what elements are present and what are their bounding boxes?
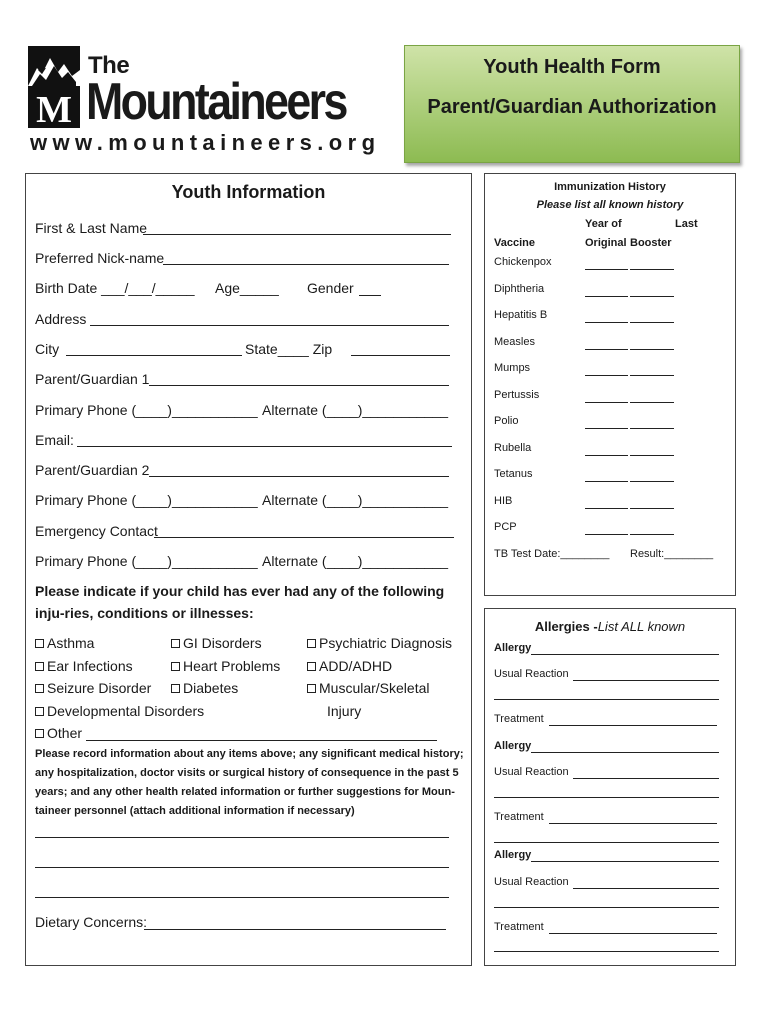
vaccine-last-booster-field[interactable] xyxy=(630,508,674,509)
svg-text:M: M xyxy=(36,89,72,128)
gender-label: Gender xyxy=(307,280,354,296)
booster-header: Booster xyxy=(630,237,672,249)
vaccine-last-booster-field[interactable] xyxy=(630,455,674,456)
last-header: Last xyxy=(675,218,698,230)
allergy-2-field[interactable] xyxy=(531,752,719,753)
vaccine-name: Chickenpox xyxy=(494,256,552,268)
medical-history-line-1[interactable] xyxy=(35,837,449,838)
developmental-disorders-checkbox[interactable]: Developmental Disorders xyxy=(35,703,204,719)
vaccine-year-original-field[interactable] xyxy=(585,508,628,509)
vaccine-last-booster-field[interactable] xyxy=(630,375,674,376)
email-field[interactable] xyxy=(77,446,452,447)
tb-test-date-field[interactable]: TB Test Date:________ xyxy=(494,548,610,560)
emergency-contact-field[interactable] xyxy=(154,537,454,538)
address-label: Address xyxy=(35,311,87,327)
vaccine-header: Vaccine xyxy=(494,237,535,249)
primary-phone-3-field[interactable]: Primary Phone (____)___________ xyxy=(35,553,258,569)
vaccine-last-booster-field[interactable] xyxy=(630,349,674,350)
emergency-contact-label: Emergency Contact xyxy=(35,523,158,539)
gi-disorders-checkbox[interactable]: GI Disorders xyxy=(171,635,262,651)
allergy-3-field[interactable] xyxy=(531,861,719,862)
checkbox-icon xyxy=(35,729,44,738)
medical-history-instructions: Please record information about any items above; any significant medical history; any hospitalization, doctor visits or surgical history of consequence in the past 5 years; and any other health related information or further suggestions for Moun-taineer personnel (attach additional information if necessary) xyxy=(35,748,464,817)
year-of-header: Year of xyxy=(585,218,622,230)
treatment-3-label: Treatment xyxy=(494,921,544,933)
treatment-3-line-2[interactable] xyxy=(494,951,719,952)
vaccine-year-original-field[interactable] xyxy=(585,349,628,350)
form-title: Youth Health Form xyxy=(483,56,661,78)
vaccine-last-booster-field[interactable] xyxy=(630,269,674,270)
vaccine-year-original-field[interactable] xyxy=(585,455,628,456)
first-last-name-label: First & Last Name xyxy=(35,220,148,236)
medical-history-line-3[interactable] xyxy=(35,897,449,898)
tb-test-result-field[interactable]: Result:________ xyxy=(630,548,714,560)
alternate-phone-3-field[interactable]: Alternate (____)___________ xyxy=(262,553,449,569)
treatment-2-label: Treatment xyxy=(494,811,544,823)
guardian-1-label: Parent/Guardian 1 xyxy=(35,371,150,387)
seizure-disorder-checkbox[interactable]: Seizure Disorder xyxy=(35,680,151,696)
vaccine-name: Measles xyxy=(494,336,535,348)
allergies-panel xyxy=(484,608,736,966)
allergy-3-label: Allergy xyxy=(494,849,532,861)
immunization-subtitle: Please list all known history xyxy=(536,199,684,211)
alternate-phone-2-field[interactable]: Alternate (____)___________ xyxy=(262,492,449,508)
add-adhd-checkbox[interactable]: ADD/ADHD xyxy=(307,658,392,674)
guardian-2-field[interactable] xyxy=(149,476,449,477)
other-checkbox[interactable]: Other xyxy=(35,725,82,741)
asthma-checkbox[interactable]: Asthma xyxy=(35,635,94,651)
vaccine-year-original-field[interactable] xyxy=(585,428,628,429)
vaccine-name: Polio xyxy=(494,415,519,427)
city-label: City xyxy=(35,341,60,357)
checkbox-icon xyxy=(35,684,44,693)
vaccine-name: Rubella xyxy=(494,442,532,454)
muscular-skeletal-checkbox[interactable]: Muscular/Skeletal xyxy=(307,680,430,696)
vaccine-name: Hepatitis B xyxy=(494,309,548,321)
vaccine-year-original-field[interactable] xyxy=(585,322,628,323)
treatment-1-field[interactable] xyxy=(549,725,717,726)
usual-reaction-2-label: Usual Reaction xyxy=(494,766,569,778)
psychiatric-diagnosis-checkbox[interactable]: Psychiatric Diagnosis xyxy=(307,635,452,651)
vaccine-last-booster-field[interactable] xyxy=(630,322,674,323)
vaccine-name: Mumps xyxy=(494,362,531,374)
guardian-2-label: Parent/Guardian 2 xyxy=(35,462,150,478)
checkbox-icon xyxy=(307,684,316,693)
usual-reaction-1-label: Usual Reaction xyxy=(494,668,569,680)
vaccine-year-original-field[interactable] xyxy=(585,296,628,297)
dietary-concerns-field[interactable] xyxy=(144,929,446,930)
vaccine-name: Tetanus xyxy=(494,468,533,480)
email-label: Email: xyxy=(35,432,74,448)
mountain-logo-icon xyxy=(28,46,80,128)
vaccine-year-original-field[interactable] xyxy=(585,375,628,376)
gender-field[interactable] xyxy=(359,295,381,296)
usual-reaction-2-line-2[interactable] xyxy=(494,797,719,798)
treatment-1-label: Treatment xyxy=(494,713,544,725)
youth-information-panel xyxy=(25,173,472,966)
address-field[interactable] xyxy=(90,325,449,326)
vaccine-name: HIB xyxy=(494,495,513,507)
treatment-3-field[interactable] xyxy=(549,933,717,934)
logo-url-text: www.mountaineers.org xyxy=(30,130,381,155)
alternate-phone-1-field[interactable]: Alternate (____)___________ xyxy=(262,402,449,418)
vaccine-year-original-field[interactable] xyxy=(585,534,628,535)
usual-reaction-1-line-2[interactable] xyxy=(494,699,719,700)
vaccine-name: Diphtheria xyxy=(494,283,545,295)
allergies-heading: Allergies -List ALL known xyxy=(534,619,686,634)
city-field[interactable] xyxy=(66,355,242,356)
checkbox-icon xyxy=(171,662,180,671)
diabetes-checkbox[interactable]: Diabetes xyxy=(171,680,238,696)
vaccine-last-booster-field[interactable] xyxy=(630,534,674,535)
usual-reaction-3-label: Usual Reaction xyxy=(494,876,569,888)
allergy-2-label: Allergy xyxy=(494,740,532,752)
age-field[interactable]: Age_____ xyxy=(215,280,279,296)
vaccine-year-original-field[interactable] xyxy=(585,481,628,482)
conditions-heading: Please indicate if your child has ever had any of the following inju-ries, conditions or illnesses: xyxy=(35,583,445,621)
birth-date-field[interactable]: Birth Date ___/___/_____ xyxy=(35,280,195,296)
treatment-2-line-2[interactable] xyxy=(494,842,719,843)
other-field[interactable] xyxy=(86,740,437,741)
immunization-title: Immunization History xyxy=(554,181,666,193)
vaccine-year-original-field[interactable] xyxy=(585,402,628,403)
youth-information-heading: Youth Information xyxy=(171,182,326,202)
checkbox-icon xyxy=(35,639,44,648)
allergy-1-label: Allergy xyxy=(494,642,532,654)
immunization-history-panel xyxy=(484,173,736,596)
state-zip-label[interactable]: State____ Zip xyxy=(245,341,333,357)
logo-name-text: Mountaineers xyxy=(86,73,346,131)
form-title-box xyxy=(404,45,740,163)
first-last-name-field[interactable] xyxy=(143,234,451,235)
usual-reaction-3-line-2[interactable] xyxy=(494,907,719,908)
heart-problems-checkbox[interactable]: Heart Problems xyxy=(171,658,280,674)
nick-name-label: Preferred Nick-name xyxy=(35,250,165,266)
allergy-1-field[interactable] xyxy=(531,654,719,655)
usual-reaction-1-field[interactable] xyxy=(573,680,719,681)
checkbox-icon xyxy=(307,662,316,671)
guardian-1-field[interactable] xyxy=(149,385,449,386)
vaccine-year-original-field[interactable] xyxy=(585,269,628,270)
original-header: Original xyxy=(585,237,627,249)
nick-name-field[interactable] xyxy=(163,264,449,265)
vaccine-last-booster-field[interactable] xyxy=(630,428,674,429)
vaccine-name: PCP xyxy=(494,521,517,533)
form-subtitle: Parent/Guardian Authorization xyxy=(427,96,717,118)
primary-phone-1-field[interactable]: Primary Phone (____)___________ xyxy=(35,402,258,418)
checkbox-icon xyxy=(35,707,44,716)
vaccine-last-booster-field[interactable] xyxy=(630,402,674,403)
vaccine-name: Pertussis xyxy=(494,389,540,401)
usual-reaction-3-field[interactable] xyxy=(573,888,719,889)
checkbox-icon xyxy=(171,684,180,693)
ear-infections-checkbox[interactable]: Ear Infections xyxy=(35,658,133,674)
usual-reaction-2-field[interactable] xyxy=(573,778,719,779)
checkbox-icon xyxy=(35,662,44,671)
primary-phone-2-field[interactable]: Primary Phone (____)___________ xyxy=(35,492,258,508)
vaccine-last-booster-field[interactable] xyxy=(630,296,674,297)
dietary-concerns-label: Dietary Concerns: xyxy=(35,914,148,930)
checkbox-icon xyxy=(171,639,180,648)
medical-history-line-2[interactable] xyxy=(35,867,449,868)
logo-the-text: The xyxy=(88,52,130,79)
mountaineers-logo xyxy=(28,44,400,156)
vaccine-last-booster-field[interactable] xyxy=(630,481,674,482)
injury-label: Injury xyxy=(327,703,362,719)
treatment-2-field[interactable] xyxy=(549,823,717,824)
zip-field[interactable] xyxy=(351,355,450,356)
checkbox-icon xyxy=(307,639,316,648)
